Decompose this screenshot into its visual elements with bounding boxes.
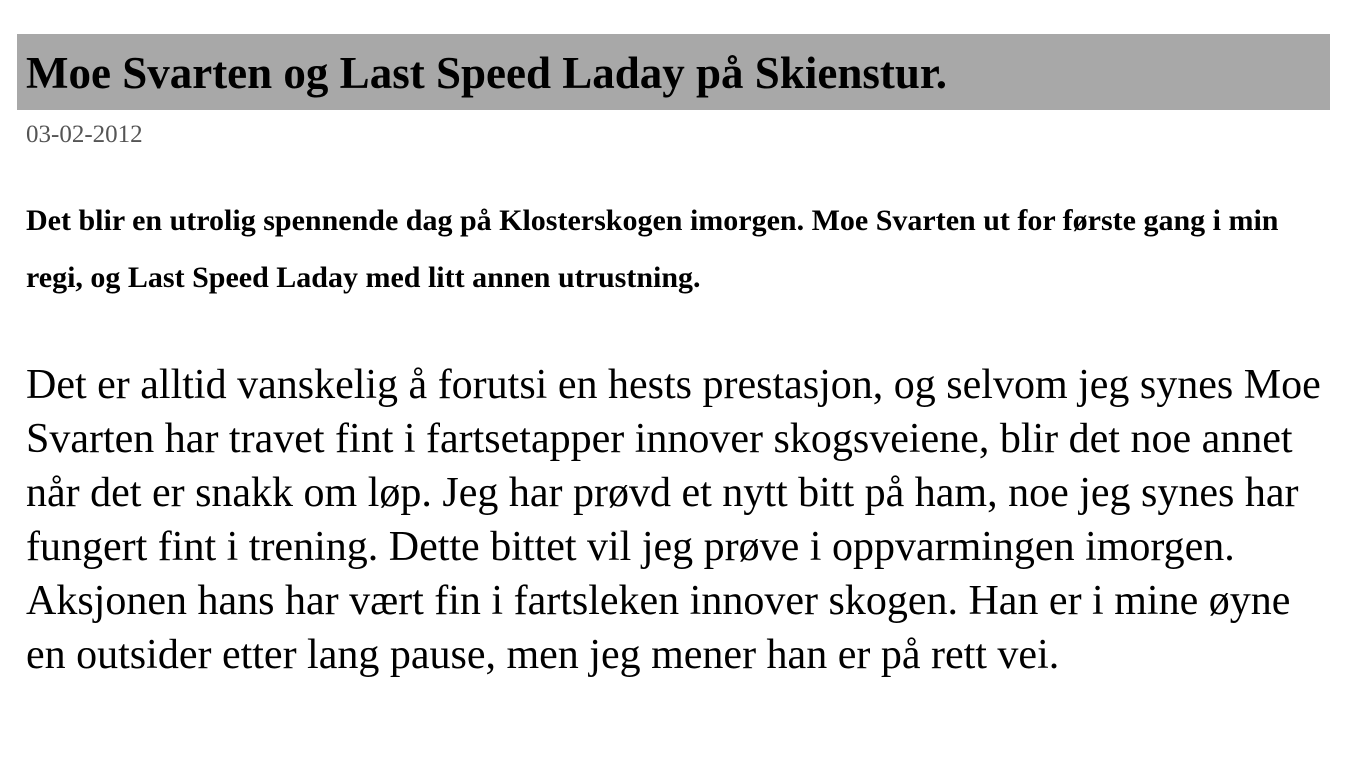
article-date: 03-02-2012 — [26, 121, 143, 148]
article-lead: Det blir en utrolig spennende dag på Klosterskogen imorgen. Moe Svarten ut for første gang i min regi, og Last Speed Laday med litt annen utrustning. — [26, 204, 1279, 294]
article-body — [26, 358, 1326, 682]
body-paragraph: Det er alltid vanskelig å forutsi en hests prestasjon, og selvom jeg synes Moe Svarten har travet fint i fartsetapper innover skogsveiene, blir det noe annet når det er snakk om løp. Jeg har prøvd et nytt bitt på ham, noe jeg synes har fungert fint i trening. Dette bittet vil jeg prøve i oppvarmingen imorgen. Aksjonen hans har vært fin i fartsleken innover skogen. Han er i mine øyne en outsider etter lang pause, men jeg mener han er på rett vei. — [26, 362, 1321, 678]
article — [17, 34, 1330, 682]
article-title: Moe Svarten og Last Speed Laday på Skienstur. — [26, 47, 947, 98]
title-bar — [17, 34, 1330, 110]
